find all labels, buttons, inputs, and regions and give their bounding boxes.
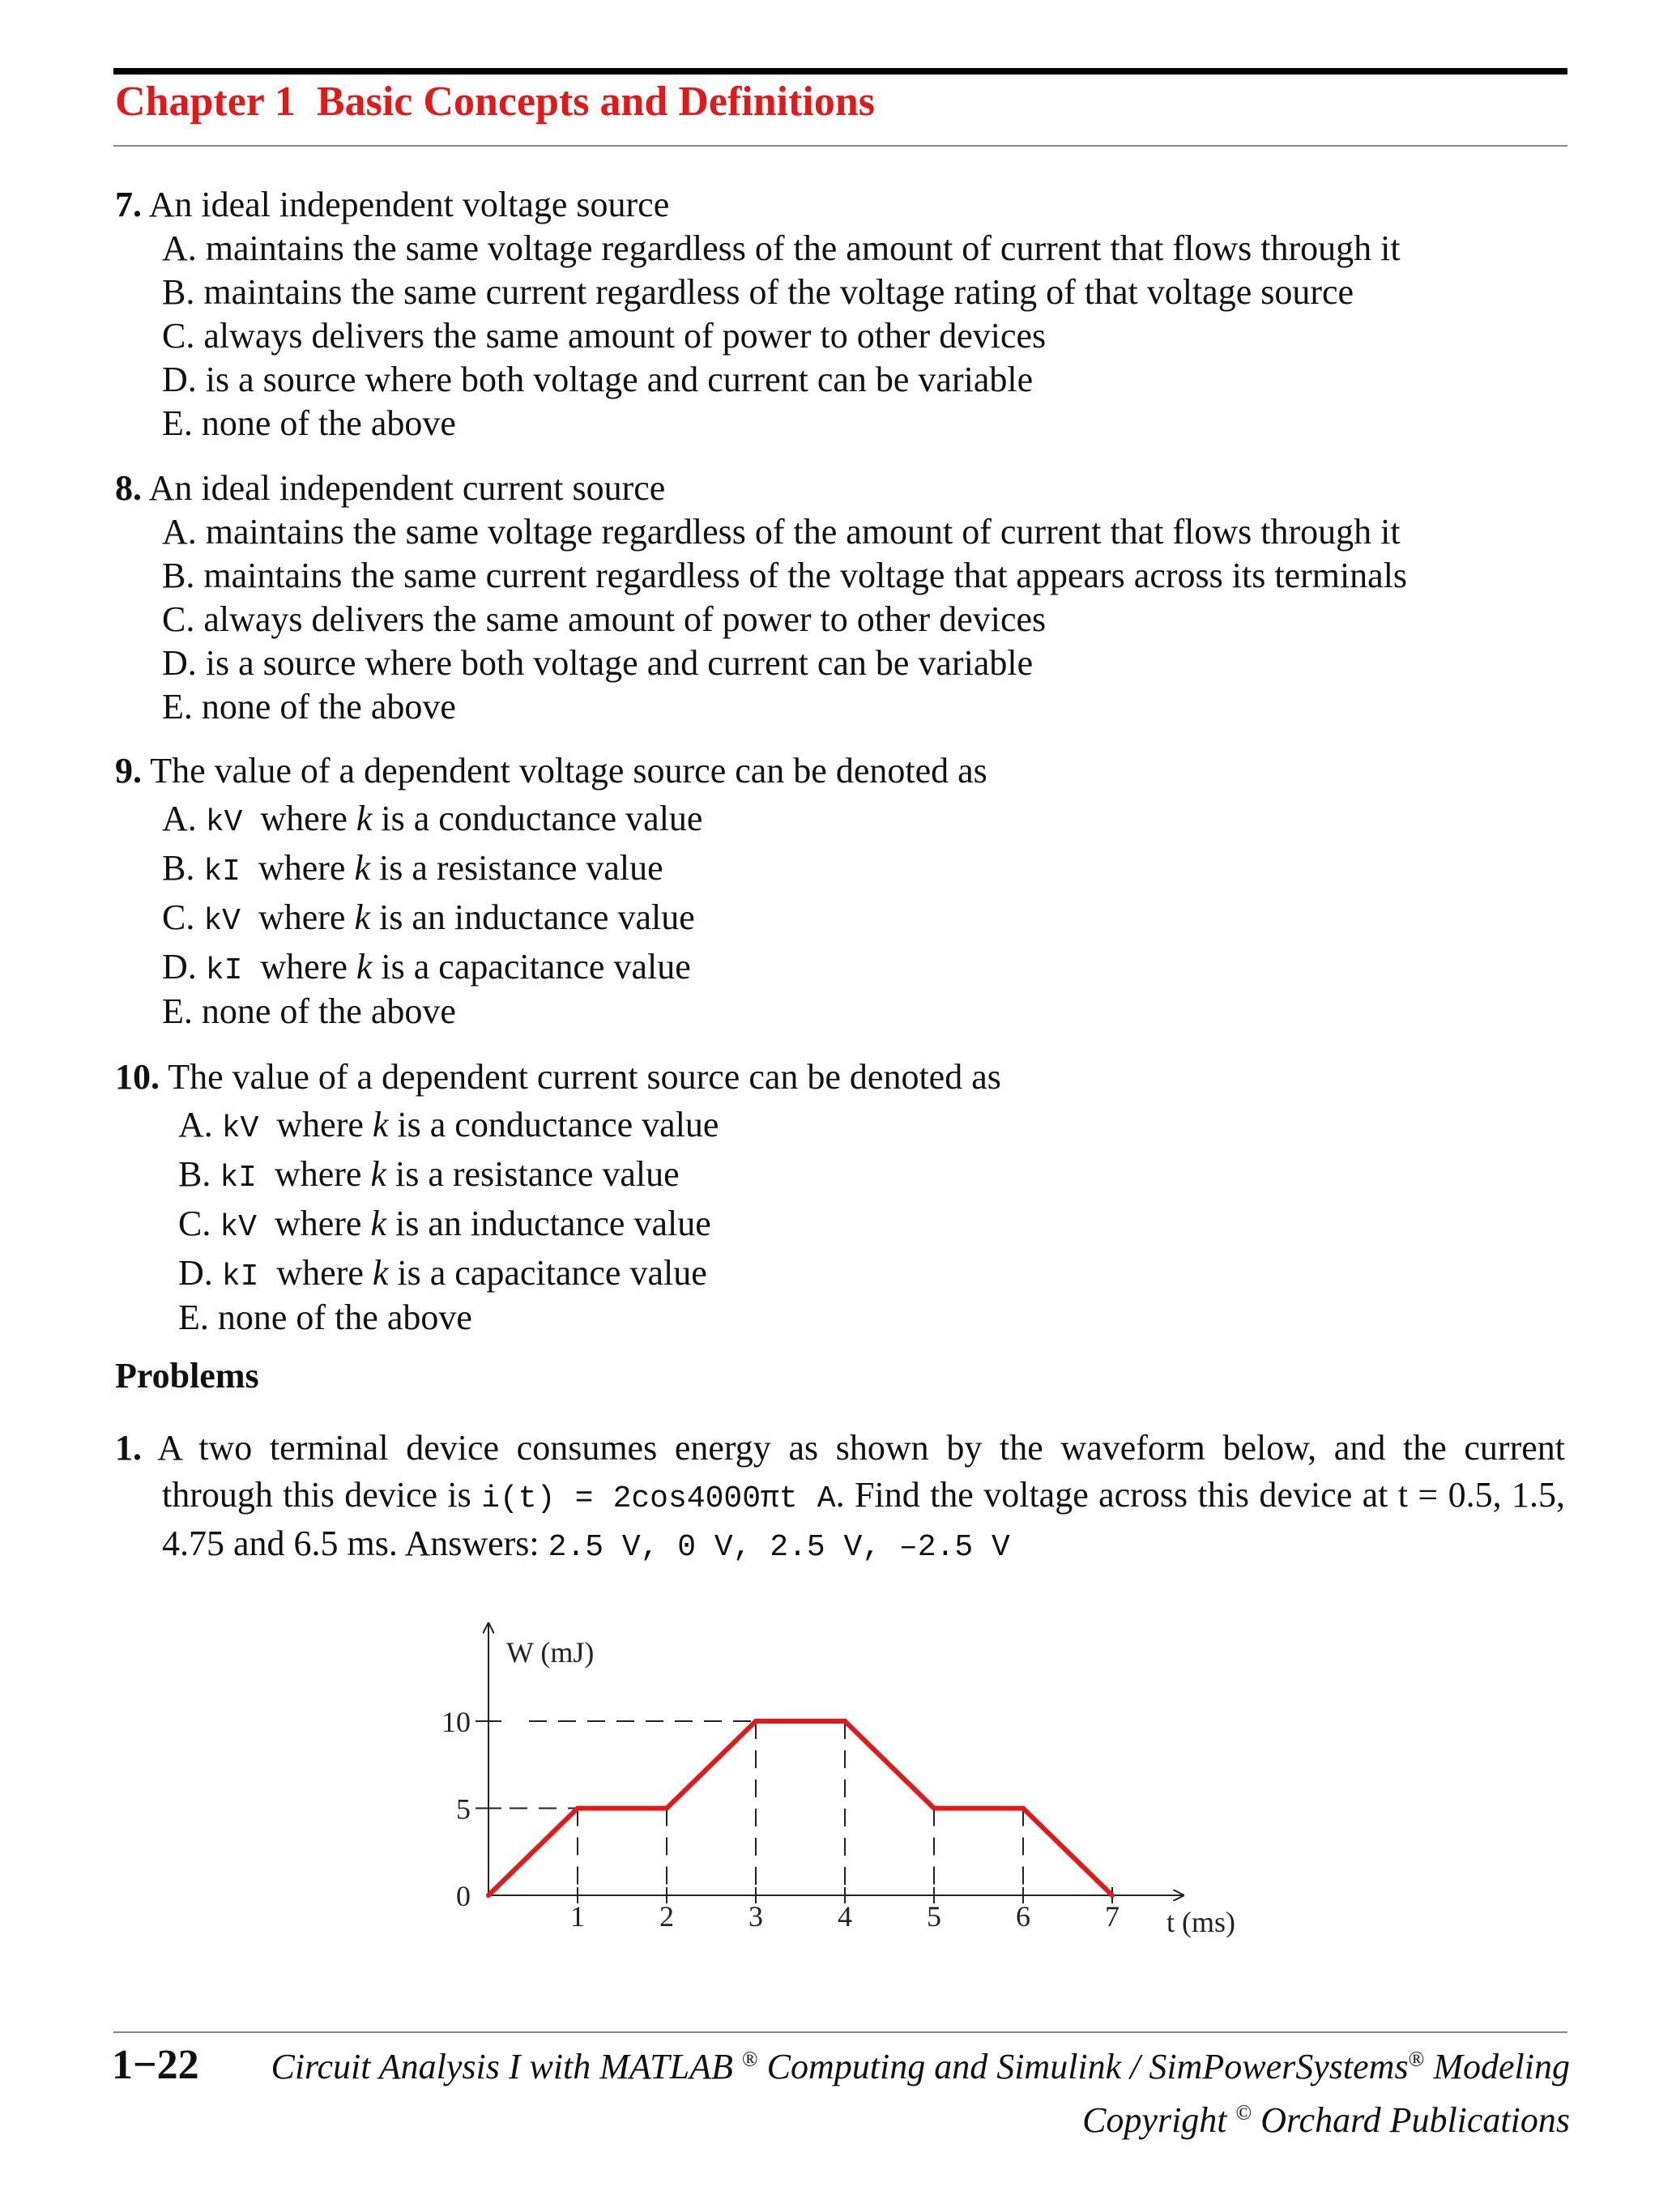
x-tick-label: 5 [927, 1900, 941, 1933]
question-10-option-e: E. none of the above [178, 1298, 472, 1337]
question-10-option-b: B. kI where k is a resistance value [178, 1154, 680, 1196]
x-tick-label: 1 [570, 1900, 585, 1933]
question-10 [115, 1055, 1001, 1099]
footer-book-title: Circuit Analysis I with MATLAB ® Computing and Simulink / SimPowerSystems® Modeling [271, 2047, 1570, 2086]
problem-1-line-1: 1. A two terminal device consumes energy as shown by the waveform below, and the current [115, 1428, 1565, 1468]
question-7-option-a: A. maintains the same voltage regardless of the amount of current that flows through it [162, 228, 1401, 268]
data-point [486, 1893, 491, 1898]
guide-lines [510, 1721, 1023, 1895]
question-7-option-b: B. maintains the same current regardless of the voltage rating of that voltage source [162, 272, 1354, 312]
question-7-option-e: E. none of the above [162, 403, 456, 443]
chapter-title [115, 78, 875, 126]
data-points [486, 1719, 1115, 1898]
question-10-option-a: A. kV where k is a conductance value [178, 1105, 719, 1146]
y-tick-label: 0 [456, 1880, 471, 1912]
y-tick-label: 10 [441, 1706, 471, 1738]
question-9 [115, 749, 987, 793]
footer-copyright: Copyright © Orchard Publications [1082, 2100, 1570, 2140]
x-tick-label: 3 [748, 1900, 763, 1933]
question-8-option-d: D. is a source where both voltage and current can be variable [162, 643, 1034, 683]
footer-rule [113, 2031, 1567, 2033]
copyright-symbol: © [1235, 2100, 1252, 2125]
question-stem: An ideal independent current source [148, 468, 666, 508]
question-stem: An ideal independent voltage source [148, 185, 670, 224]
data-point [842, 1719, 847, 1724]
energy-series-line [488, 1721, 1112, 1895]
problem-1 [115, 1426, 1565, 1471]
y-ticks [441, 1706, 501, 1912]
registered-mark: ® [741, 2047, 758, 2071]
question-7-option-d: D. is a source where both voltage and current can be variable [162, 360, 1034, 399]
data-point [932, 1806, 936, 1811]
question-10-option-c: C. kV where k is an inductance value [178, 1204, 711, 1245]
registered-mark: ® [1408, 2047, 1425, 2071]
x-tick-label: 7 [1105, 1900, 1120, 1933]
question-9-option-e: E. none of the above [162, 991, 456, 1031]
page-number: 1−22 [112, 2042, 199, 2088]
data-point [664, 1806, 669, 1811]
x-axis-label: t (ms) [1166, 1906, 1235, 1938]
question-9-option-a: A. kV where k is a conductance value [162, 799, 703, 840]
question-8-option-a: A. maintains the same voltage regardless of the amount of current that flows through it [162, 512, 1401, 552]
question-stem: The value of a dependent current source can be denoted as [168, 1057, 1001, 1097]
problems-heading: Problems [115, 1356, 259, 1396]
y-axis-label: W (mJ) [506, 1636, 595, 1669]
question-8-option-c: C. always delivers the same amount of power to other devices [162, 599, 1047, 639]
chapter-title-text: Basic Concepts and Definitions [316, 79, 876, 125]
question-9-option-b: B. kI where k is a resistance value [162, 848, 663, 889]
x-tick-label: 6 [1016, 1900, 1030, 1933]
question-8-option-e: E. none of the above [162, 687, 456, 727]
data-point [1021, 1806, 1026, 1811]
y-tick-label: 5 [456, 1792, 471, 1826]
question-stem: The value of a dependent voltage source can be denoted as [150, 751, 987, 791]
chapter-label: Chapter 1 [115, 79, 296, 125]
question-number: 9. [115, 751, 142, 791]
question-7-option-c: C. always delivers the same amount of power to other devices [162, 316, 1047, 356]
header-rule [113, 145, 1567, 147]
data-point [575, 1806, 580, 1811]
question-8-option-b: B. maintains the same current regardless of the voltage that appears across its terminals [162, 556, 1408, 595]
question-9-option-c: C. kV where k is an inductance value [162, 897, 695, 939]
x-tick-label: 4 [838, 1900, 852, 1933]
question-number: 7. [115, 185, 142, 224]
question-number: 10. [115, 1057, 160, 1097]
question-number: 8. [115, 468, 142, 508]
problem-1-line-3: 4.75 and 6.5 ms. Answers: 2.5 V, 0 V, 2.5 V, –2.5 V [162, 1524, 1010, 1565]
x-ticks [570, 1887, 1120, 1933]
question-10-option-d: D. kI where k is a capacitance value [178, 1253, 707, 1294]
data-point [753, 1719, 758, 1724]
problem-1-line-2: through this device is i(t) = 2cos4000πt A. Find the voltage across this device at t = 0.5, 1.5, [162, 1475, 1565, 1516]
x-tick-label: 2 [659, 1900, 674, 1933]
question-8 [115, 467, 665, 510]
question-9-option-d: D. kI where k is a capacitance value [162, 947, 691, 988]
data-point [1110, 1893, 1115, 1898]
top-rule [113, 68, 1567, 75]
question-7 [115, 183, 669, 227]
